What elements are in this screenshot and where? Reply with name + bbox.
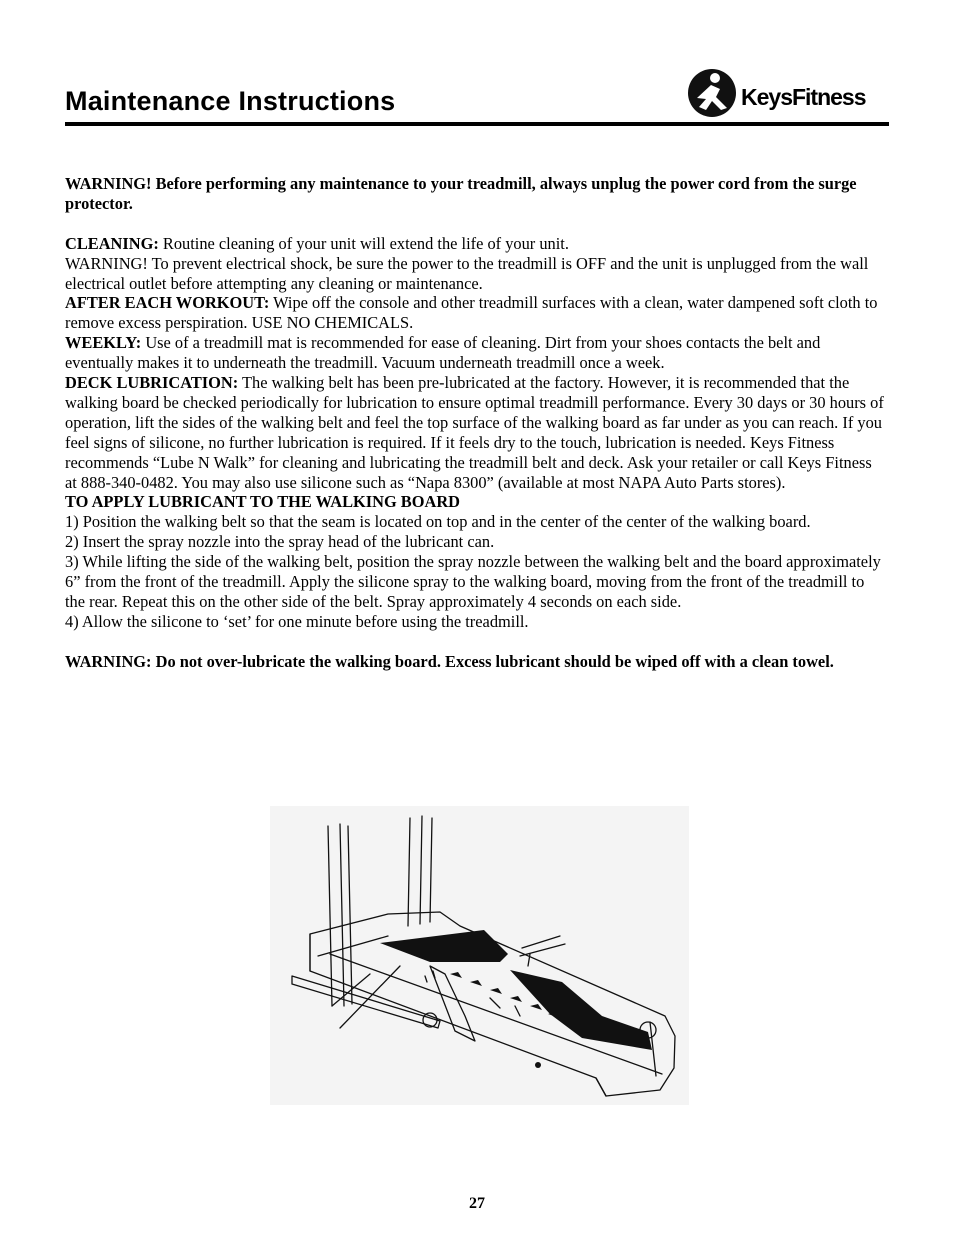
logo-keys-text: Keys: [741, 84, 792, 110]
cleaning-warning: WARNING! To prevent electrical shock, be sure the power to the treadmill is OFF and the unit is unplugged from the wall electrical outlet before attempting any cleaning or maintenance.: [65, 253, 869, 293]
weekly-label: WEEKLY:: [65, 333, 142, 353]
maintenance-instructions-body: [65, 174, 887, 672]
spacer: [65, 632, 887, 652]
page-number: 27: [469, 1195, 485, 1212]
cleaning-text: Routine cleaning of your unit will extend the life of your unit.: [158, 233, 569, 253]
warning-final: [65, 652, 887, 672]
step-4: 4) Allow the silicone to ‘set’ for one minute before using the treadmill.: [65, 611, 529, 631]
warning-intro: [65, 174, 887, 214]
page-header: [65, 62, 889, 128]
logo-fitness-text: Fitness: [791, 84, 866, 110]
deck-lubrication-label: DECK LUBRICATION:: [65, 373, 239, 393]
treadmill-lubrication-drawing: [270, 806, 689, 1105]
deck-lubrication-text: The walking belt has been pre-lubricated at the factory. However, it is recommended that the walking board be checked periodically for lubrication to ensure optimal treadmill performance. Every 30 days or 30 hours of operation, lift the sides of the walking belt and feel the top surface of the walking board as far under as you can reach. If you feel signs of silicone, no further lubrication is required. If it feels dry to the touch, lubrication is needed. Keys Fitness recommends “Lube N Walk” for cleaning and lubricating the treadmill belt and deck. Ask your retailer or call Keys Fitness at 888-340-0482. You may also use silicone such as “Napa 8300” (available at most NAPA Auto Parts stores).: [65, 373, 884, 492]
warning-final-text: WARNING: Do not over-lubricate the walking board. Excess lubricant should be wiped off with a clean towel.: [65, 651, 834, 671]
step-3: 3) While lifting the side of the walking belt, position the spray nozzle between the walking belt and the board approximately 6” from the front of the treadmill. Apply the silicone spray to the walking board, moving from the front of the treadmill to the rear. Repeat this on the other side of the belt. Spray approximately 4 seconds on each side.: [65, 552, 881, 612]
weekly-text: Use of a treadmill mat is recommended for ease of cleaning. Dirt from your shoes contacts the belt and eventually makes it to underneath the treadmill. Vacuum underneath treadmill once a week.: [65, 333, 821, 373]
after-workout-label: AFTER EACH WORKOUT:: [65, 293, 270, 313]
cleaning-label: CLEANING:: [65, 233, 159, 253]
step-1: 1) Position the walking belt so that the seam is located on top and in the center of the center of the walking board.: [65, 512, 811, 532]
after-workout-paragraph: [65, 293, 887, 333]
weekly-paragraph: [65, 333, 887, 373]
after-workout-text: Wipe off the console and other treadmill surfaces with a clean, water dampened soft cloth to remove excess perspiration. USE NO CHEMICALS.: [65, 293, 878, 333]
apply-lubricant-heading-text: TO APPLY LUBRICANT TO THE WALKING BOARD: [65, 492, 461, 512]
apply-lubricant-heading: [65, 492, 887, 512]
deck-lubrication-paragraph: [65, 373, 887, 492]
logo-wordmark: [741, 84, 866, 111]
step-2: 2) Insert the spray nozzle into the spray head of the lubricant can.: [65, 532, 495, 552]
treadmill-lubrication-illustration: [270, 806, 689, 1105]
cleaning-paragraph: [65, 234, 887, 254]
keys-fitness-logo: [687, 64, 889, 120]
keys-runner-logo-icon: [687, 68, 737, 118]
spacer: [65, 214, 887, 234]
page-title: Maintenance Instructions: [65, 86, 396, 116]
header-rule: [65, 122, 889, 126]
warning-intro-text: WARNING! Before performing any maintenance to your treadmill, always unplug the power cord from the surge protector.: [65, 174, 857, 213]
